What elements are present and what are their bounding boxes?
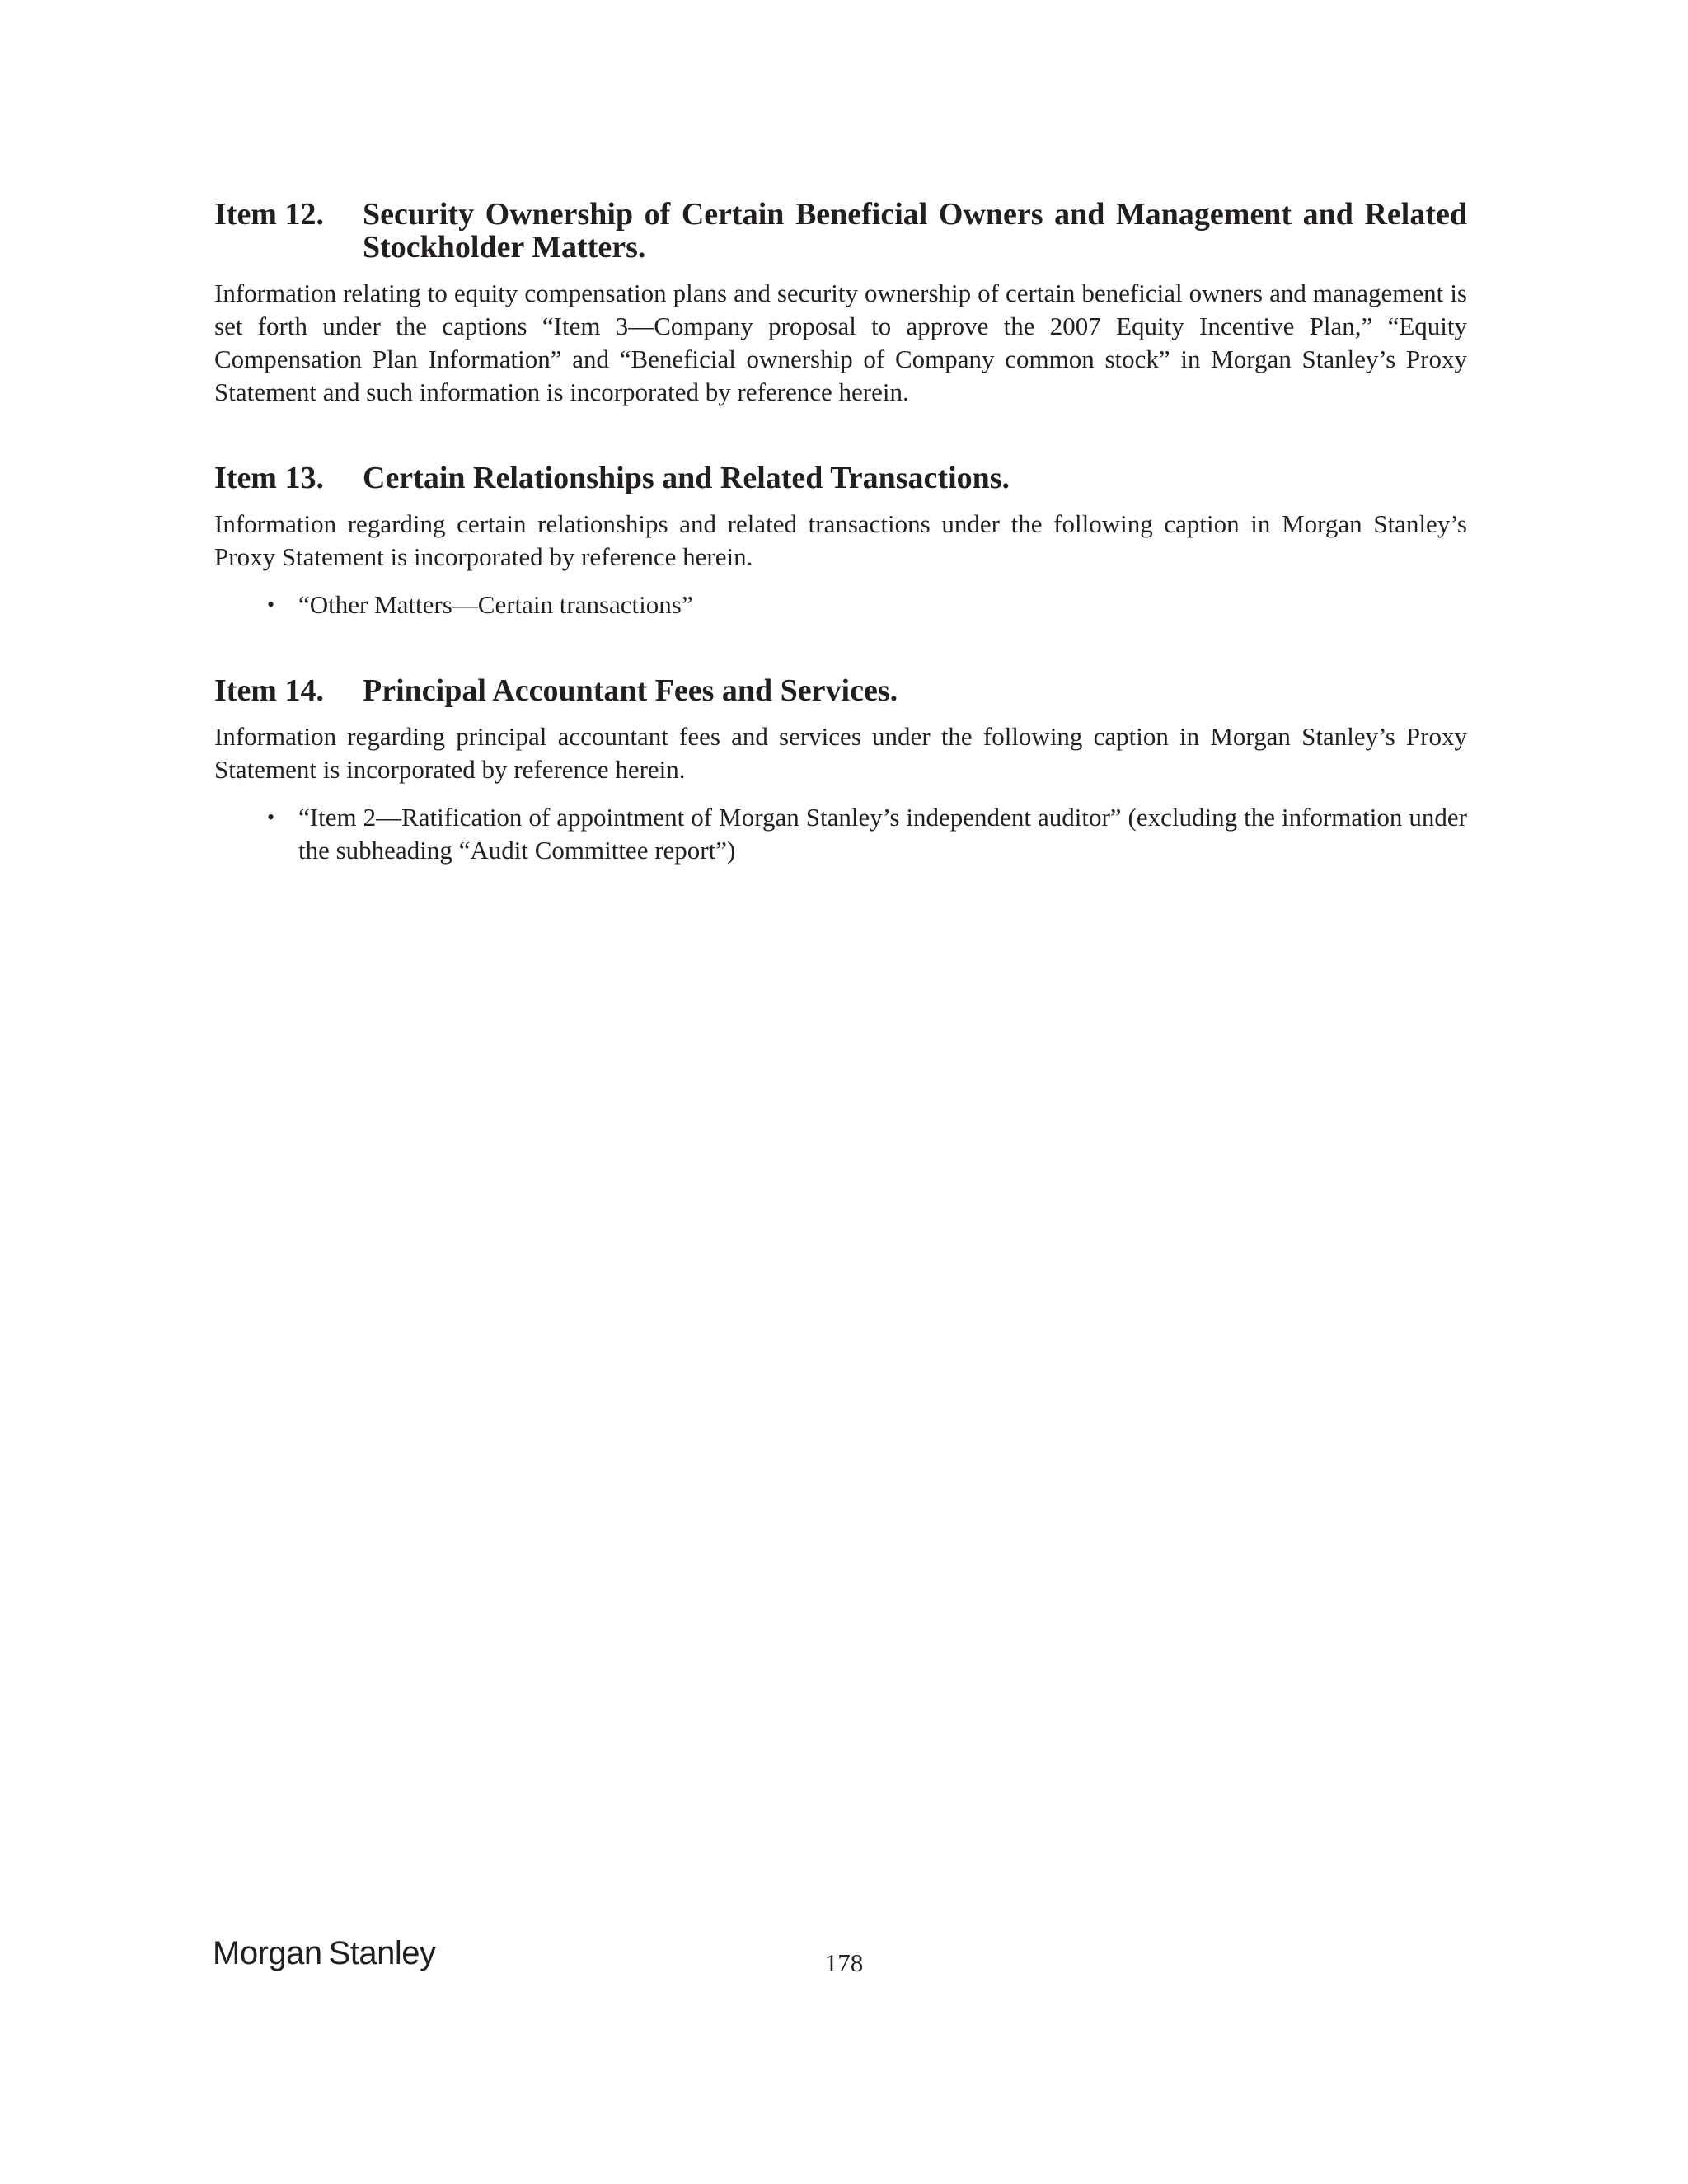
bullet-icon: • (267, 805, 275, 829)
item-14-title: Principal Accountant Fees and Services. (363, 673, 898, 708)
item-12-paragraph: Information relating to equity compensation plans and security ownership of certain beneficial owners and management is set forth under the captions “Item 3—Company proposal to approve the 2007 Equity Incentive Plan,” “Equity Compensation Plan Information” and “Beneficial ownership of Company common stock” in Morgan Stanley’s Proxy Statement and such information is incorporated by reference herein. (214, 279, 1467, 406)
item-14-bullet-list (214, 801, 1467, 867)
item-12-section (214, 198, 1467, 409)
item-12-heading (214, 198, 1467, 264)
logo-word-stanley: Stanley (328, 1935, 436, 1971)
item-14-bullet-text: “Item 2—Ratification of appointment of Morgan Stanley’s independent auditor” (excluding the information under the subheading “Audit Committee report”) (298, 803, 1467, 865)
list-item (267, 801, 1467, 867)
item-14-heading (214, 674, 1467, 707)
item-13-number: Item 13. (214, 461, 324, 495)
logo-word-morgan: Morgan (213, 1935, 322, 1971)
item-12-number: Item 12. (214, 197, 324, 232)
item-13-bullet-text: “Other Matters—Certain transactions” (298, 590, 693, 619)
bullet-icon: • (267, 593, 275, 616)
item-14-paragraph: Information regarding principal accountant fees and services under the following caption in Morgan Stanley’s Proxy Statement is incorporated by reference herein. (214, 722, 1467, 784)
item-12-title: Security Ownership of Certain Beneficial Owners and Management and Related Stockholder Matters. (363, 197, 1467, 265)
item-13-title: Certain Relationships and Related Transactions. (363, 461, 1010, 495)
item-13-heading (214, 462, 1467, 494)
item-13-paragraph: Information regarding certain relationships and related transactions under the following caption in Morgan Stanley’s Proxy Statement is incorporated by reference herein. (214, 509, 1467, 571)
item-13-section (214, 462, 1467, 621)
list-item (267, 588, 1467, 621)
item-14-section (214, 674, 1467, 867)
item-13-bullet-list (214, 588, 1467, 621)
document-page (214, 198, 1467, 920)
page-number: 178 (824, 1948, 864, 1977)
item-14-number: Item 14. (214, 673, 324, 708)
